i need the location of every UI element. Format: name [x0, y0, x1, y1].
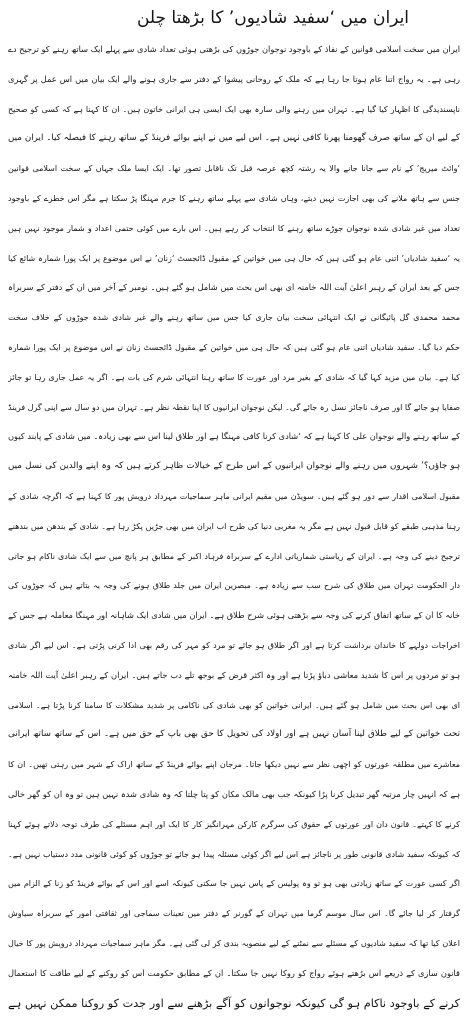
- article-line: ایران میں سخت اسلامی قوانین کے نفاذ کے باوجود نوجوان جوڑوں کی بڑھتی ہوئی تعداد شادی سے پہلے ایک ساتھ رہنے کو ترجیح دے: [8, 44, 460, 54]
- article-line: کرنے کے باوجود ناکام ہو گی کیونکہ نوجوانوں کو آگے بڑھنے سے اور جدت کو روکنا ممکن نہیں ہے: [8, 996, 460, 1010]
- article-line: حکم دیا گیا۔ سفید شادیاں اتنی عام ہو گئی ہیں کہ حال ہی میں خواتین کے مقبول ڈائجسٹ زنان نے اس موضوع پر ایک پورا شمارہ: [8, 342, 460, 352]
- article-line: جنس سے ہاتھ ملانے کی بھی اجازت نہیں دیتے، وہاں شادی سے پہلے ساتھ رہنے کا جرم مہنگا پڑ سکتا ہے مگر اس خطرے کے باوجود: [8, 193, 460, 203]
- article-line: رہنا مذہبی طبقے کو قابل قبول نہیں ہے مگر یہ مغربی دنیا کی طرح اب ایران میں بھی جڑیں پکڑ رہا ہے۔ شادی کے بندھن میں بندھنے: [8, 521, 460, 531]
- article-line: ہے کہ انہیں چار مرتبہ گھر تبدیل کرنا پڑا کیونکہ جب بھی مالک مکان کو پتا چلتا کہ وہ شادی شدہ نہیں ہیں تو وہ ان کو گھر خالی: [8, 788, 460, 799]
- article-line: ترجیح دینے کی وجہ ہے۔ ایران کے ریاستی شماریاتی ادارے کے سربراہ فرہاد اکبر کے مطابق ہر پانچ میں سے ایک شادی ناکام ہو جاتی: [8, 551, 460, 561]
- article-line: معاشرے میں مطلقہ عورتوں کو اچھی نظر سے نہیں دیکھا جاتا۔ مرجان اپنے بوائے فرینڈ کے ساتھ اراک کے شہر میں رہتی تھیں۔ ان کا: [8, 760, 460, 770]
- article-line: گرفتار کر لیا جائے گا۔ اس سال موسم گرما میں تہران کے گورنر کے دفتر میں تعینات سماجی اور ثقافتی امور کے سربراہ سیاوش: [8, 909, 460, 919]
- article-line: خانہ کا ان کے ساتھ اتفاق کرنے کی وجہ سے بڑھتی ہوئی شرح طلاق ہے۔ ایران میں شادی ایک شاہانہ اور مہنگا معاملہ ہے جس کے: [8, 610, 460, 621]
- article-line: ہو جاؤں؟’ شہروں میں رہنے والے نوجوان ایرانیوں کے اس طرح کے خیالات ظاہر کرتے ہیں کہ وہ اپنے والدین کی نسل میں: [8, 461, 460, 472]
- article-line: صفایا ہو جائے گا اور صرف ناجائز نسل رہ جائے گی۔ لیکن نوجوان ایرانیوں کا اپنا نقطہ نظر ہے۔ تہران میں دو سال سے اپنی گرل فرینڈ: [8, 402, 460, 412]
- article-line: دار الحکومت تہران میں طلاق کی شرح سب سے زیادہ ہے۔ مبصرین ایران میں جلد طلاق ہونے کی وجہ یہ بتاتے ہیں کہ جوڑوں کی: [8, 581, 460, 591]
- article-line: تعداد میں غیر شادی شدہ نوجوان جوڑے ساتھ رہنے کا انتخاب کر رہے ہیں۔ اس بارے میں کوئی حتمی اعداد و شمار موجود نہیں ہیں: [8, 223, 460, 233]
- article-line: اعلان کیا تھا کہ سفید شادیوں کے مسئلے سے نمٹنے کے لیے منصوبہ بندی کر لی گئی ہے۔ مگر ماہر سماجیات مہرداد درویش پور کا خیال: [8, 938, 460, 948]
- article-line: کے لیے ان کے ساتھ صرف گھومنا پھرنا کافی نہیں ہے۔ اس لیے میں نے اپنے بوائے فرینڈ کے ساتھ رہنے کا فیصلہ کیا۔ ایران میں: [8, 133, 460, 144]
- article-body: [8, 35, 460, 1019]
- article-line: کرنے کا کہتے۔ قانون دان اور عورتوں کے حقوق کی سرگرم کارکن مہرانگیز کار کا ایک اور اہم مسئلے کی طرف توجہ دلاتے ہوئے کہنا: [8, 819, 460, 829]
- article-line: قانون سازی کے ذریعے اس بڑھتے ہوئے رواج کو روکا نہیں جا سکتا۔ ان کے مطابق حکومت اس کو روکنے کے لیے طاقت کا استعمال: [8, 967, 460, 978]
- article-line: یہ ‘سفید شادیاں’ اتنی عام ہو گئی ہیں کہ حال ہی میں خواتین کے مقبول ڈائجسٹ ‘زنان’ نے اس موضوع پر ایک پورا شمارہ شائع کیا: [8, 253, 460, 263]
- article-title: ایران میں ‘سفید شادیوں’ کا بڑھتا چلن: [136, 8, 410, 28]
- article-line: ای بھی اس بحث میں شامل ہو گئے ہیں۔ ایرانی خواتین کو بھی شادی کی ناکامی پر شدید مشکلات کا سامنا کرنا پڑتا ہے۔ اسلامی: [8, 700, 460, 710]
- article-line: کہ کیونکہ سفید شادی قانونی طور پر ناجائز ہے اس لیے اگر کوئی مسئلہ پیدا ہو جائے تو جوڑوں کو کوئی قانونی مدد دستیاب نہیں ہے۔: [8, 849, 460, 859]
- article-line: ‘وائٹ میریج’ کے نام سے جانا جانے والا یہ رشتہ کچھ عرصہ قبل تک ناقابل تصور تھا۔ ایک ایسا ملک جہاں کے سخت اسلامی قوانین: [8, 164, 460, 174]
- article-line: ناپسندیدگی کا اظہار کیا گیا ہے۔ تہران میں رہنے والی سارہ بھی ایک ایسی ہی ایرانی خاتون ہیں۔ ان کا کہنا ہے کہ کسی کو صحیح: [8, 104, 460, 114]
- article-line: کے ساتھ رہنے والے نوجوان علی کا کہنا ہے کہ ‘شادی کرنا کافی مہنگا ہے اور طلاق لینا اس سے بھی زیادہ۔ میں شادی کے پابند کیوں: [8, 431, 460, 442]
- article-line: اخراجات دولہے کا خاندان برداشت کرتا ہے اور اگر طلاق ہو جائے تو مرد کو مہر کی رقم بھی ادا کرنی پڑتی ہے۔ اس لیے اگر شادی: [8, 640, 460, 650]
- article-line: ہو تو مردوں پر اس کا شدید معاشی دباؤ پڑتا ہے اور وہ اکثر قرض کے بوجھ تلے دب جاتے ہیں۔ ایران کے رہبر اعلیٰ آیت اللہ خامنہ: [8, 669, 460, 680]
- article-line: اگر کسی عورت کے ساتھ زیادتی بھی ہو تو وہ پولیس کے پاس نہیں جا سکتی کیونکہ اسے اور اس کے بوائے فرینڈ کو زنا کے الزام میں: [8, 879, 460, 889]
- article-line: محمد محمدی گل پائیگانی نے ایک انتہائی سخت بیان جاری کیا جس میں ساتھ رہنے والے غیر شادی شدہ جوڑوں کے خلاف سخت: [8, 313, 460, 323]
- article-line: تحت خواتین کے لیے طلاق لینا آسان نہیں ہے اور اولاد کی تحویل کا حق بھی باپ کے حق میں ہے۔ اس کے ساتھ ساتھ ایرانی: [8, 729, 460, 740]
- article-line: کیا ہے۔ بیان میں مزید کہا گیا کہ شادی کے بغیر مرد اور عورت کا ساتھ رہنا انتہائی شرم کی بات ہے۔ اگر یہ عمل جاری رہا تو جائز: [8, 372, 460, 382]
- article-line: رہی ہے۔ یہ رواج اتنا عام ہوتا جا رہا ہے کہ ملک کے روحانی پیشوا کے دفتر سے جاری ہونے والے ایک بیان میں اس عمل پر گہری: [8, 73, 460, 84]
- article-line: مقبول اسلامی اقدار سے دور ہو گئے ہیں۔ سویڈن میں مقیم ایرانی ماہر سماجیات مہرداد درویش پور کا کہنا ہے کہ اگرچہ شادی کے: [8, 491, 460, 501]
- article-line: جس کے بعد ایران کے رہبر اعلیٰ آیت اللہ خامنہ ای بھی اس بحث میں شامل ہو گئے ہیں۔ نومبر کے آخر میں ان کے دفتر کے سربراہ: [8, 282, 460, 293]
